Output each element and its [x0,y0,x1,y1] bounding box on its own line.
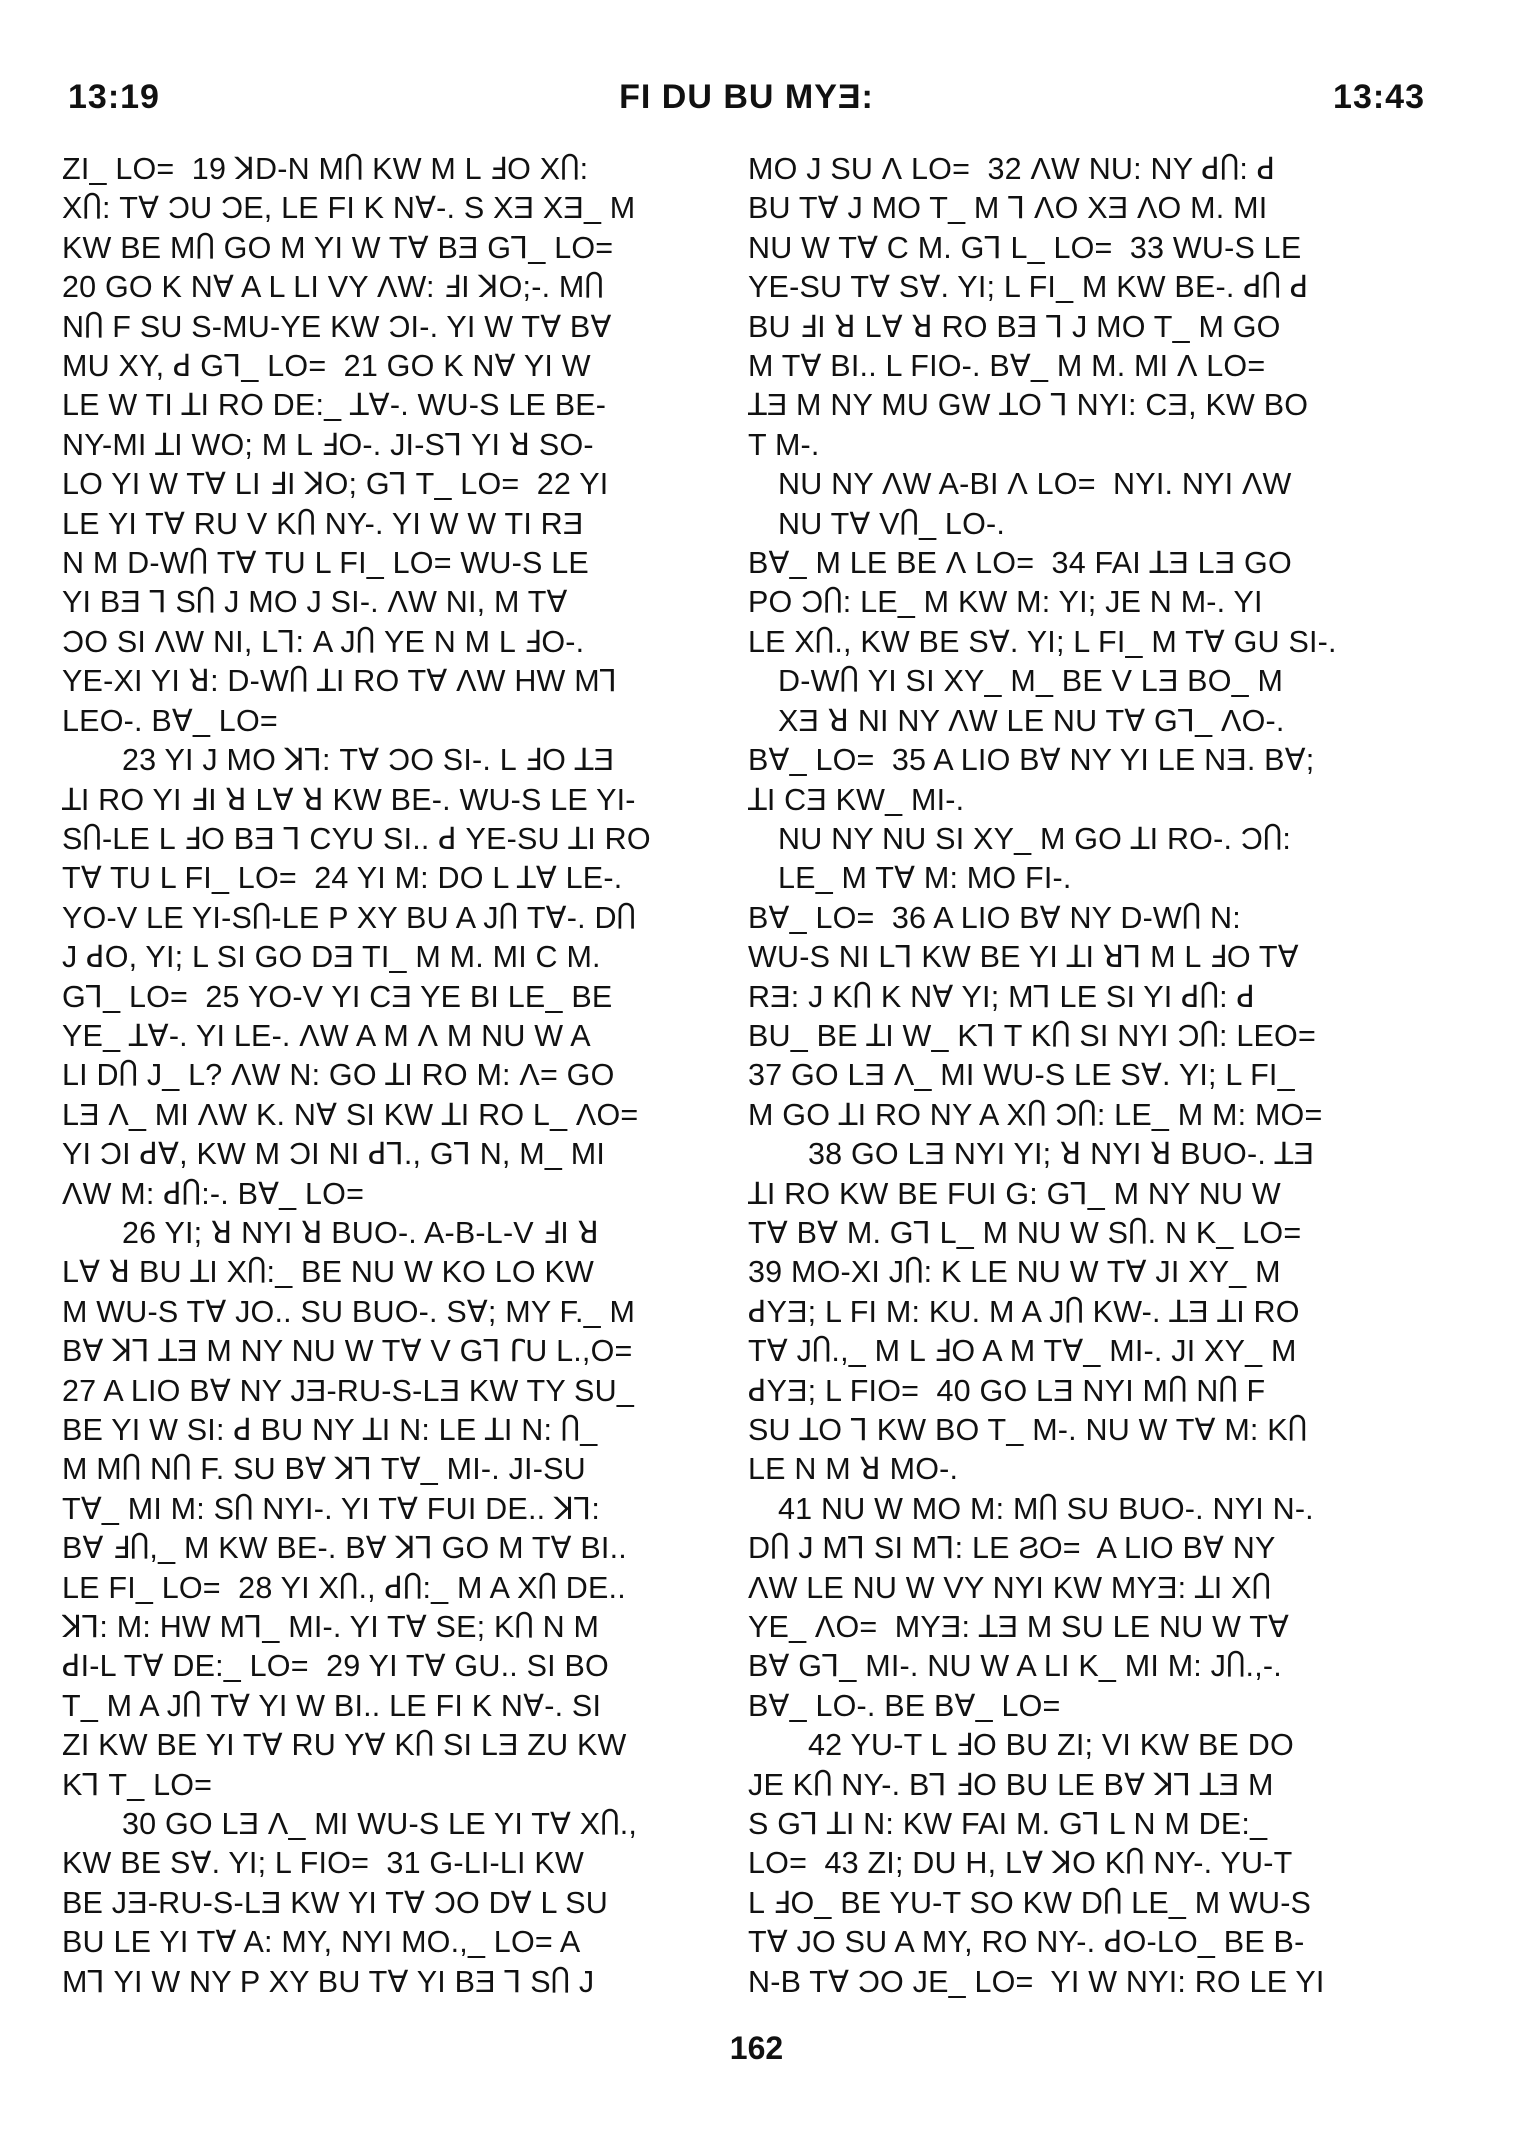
text-line: NU W TⱯ C M. Gꓶ L_ LO= 33 WU-S LE [748,230,1302,265]
header-verse-range-start: 13:19 [68,78,160,116]
text-line: ZI KW BE YI TⱯ RU YⱯ KႶ SI LƎ ZU KW [62,1728,627,1763]
paragraph-verses-23-25 [62,741,720,1214]
paragraph-verses-36-37 [748,899,1413,1135]
text-line: BU LE YI TⱯ A: MY, NYI MO.,_ LO= A [62,1925,581,1960]
text-line: 30 GO LƎ Ʌ_ MI WU-S LE YI TⱯ XႶ., [122,1807,638,1842]
paragraph-verses-26-29 [62,1214,720,1805]
text-line: ꓕI RO KW BE FUI G: Gꓶ_ M NY NU W [748,1176,1281,1211]
paragraph-quote-3 [748,820,1413,899]
text-line: 37 GO LƎ Ʌ_ MI WU-S LE SⱯ. YI; L FI_ [748,1058,1295,1093]
text-line: DႶ J Mꓶ SI Mꓶ: LE ϨO= A LIO BⱯ NY [748,1531,1276,1566]
left-text-column [62,150,720,2000]
page-number: 162 [729,2030,784,2066]
text-line: D-WႶ YI SI XY_ M_ BE V LƎ BO_ M [778,664,1284,699]
text-line: 27 A LIO BⱯ NY JƎ-RU-S-LƎ KW TY SU_ [62,1373,634,1408]
text-line: 23 YI J MO ꓘꓶ: TⱯ ƆO SI-. L ꓞO ꓕƎ [122,743,615,778]
text-line: NU NY NU SI XY_ M GO ꓕI RO-. ƆႶ: [778,821,1292,856]
text-line: LE YI TⱯ RU V KႶ NY-. YI W W TI RƎ [62,506,584,541]
text-line: LE W TI ꓕI RO DE:_ ꓕⱯ-. WU-S LE BE- [62,388,607,423]
paragraph-quote-1 [748,465,1413,544]
text-line: 38 GO LƎ NYI YI; ꓤ NYI ꓤ BUO-. ꓕƎ [808,1137,1315,1172]
text-line: YE_ ꓕⱯ-. YI LE-. ɅW A M Ʌ M NU W A [62,1018,591,1053]
text-line: YO-V LE YI-SႶ-LE P XY BU A JႶ TⱯ-. DႶ [62,900,637,935]
text-line: LⱯ ꓤ BU ꓕI XႶ:_ BE NU W KO LO KW [62,1255,595,1290]
paragraph-verses-30-31 [62,1805,720,2000]
text-line: ƆO SI ɅW NI, Lꓶ: A JႶ YE N M L ꓞO-. [62,624,585,659]
text-line: LI DႶ J_ L? ɅW N: GO ꓕI RO M: Ʌ= GO [62,1058,615,1093]
text-line: TⱯ TU L FI_ LO= 24 YI M: DO L ꓕⱯ LE-. [62,861,623,896]
text-line: ꓕƎ M NY MU GW ꓕO ꓶ NYI: CƎ, KW BO [748,388,1309,423]
text-line: MO J SU Ʌ LO= 32 ɅW NU: NY ꓒႶ: ꓒ [748,152,1276,186]
text-line: LE_ M TⱯ M: MO FI-. [778,861,1072,896]
text-line: KW BE SⱯ. YI; L FIO= 31 G-LI-LI KW [62,1846,584,1881]
text-line: YE-XI YI ꓤ: D-WႶ ꓕI RO TⱯ ɅW HW Mꓶ [62,664,618,699]
text-line: ꓕI CƎ KW_ MI-. [748,782,965,817]
paragraph-quote-2 [748,662,1413,741]
text-line: XƎ ꓤ NI NY ɅW LE NU TⱯ Gꓶ_ ɅO-. [778,703,1285,738]
text-line: BⱯ_ LO= 36 A LIO BⱯ NY D-WႶ N: [748,900,1241,935]
paragraph-verse-41 [748,1490,1413,1726]
paragraph-verses-19-22 [62,150,720,741]
text-line: YI BƎ ꓶ SႶ J MO J SI-. ɅW NI, M TⱯ [62,585,568,620]
text-line: T_ M A JႶ TⱯ YI W BI.. LE FI K NⱯ-. SI [62,1688,602,1723]
text-line: ꓕI RO YI ꓞI ꓤ LⱯ ꓤ KW BE-. WU-S LE YI- [62,782,636,817]
text-line: M TⱯ BI.. L FIO-. BⱯ_ M M. MI Ʌ LO= [748,349,1266,384]
text-line: LEO-. BⱯ_ LO= [62,703,278,738]
text-line: T M-. [748,427,820,462]
text-line: BE YI W SI: ꓒ BU NY ꓕI N: LE ꓕI N: Ⴖ_ [62,1413,598,1447]
text-line: NႶ F SU S-MU-YE KW ƆI-. YI W TⱯ BⱯ [62,309,612,344]
text-line: NY-MI ꓕI WO; M L ꓞO-. JI-Sꓶ YI ꓤ SO- [62,427,594,462]
text-line: LƎ Ʌ_ MI ɅW K. NⱯ SI KW ꓕI RO L_ ɅO= [62,1097,639,1132]
running-header [68,78,1425,128]
text-line: 26 YI; ꓤ NYI ꓤ BUO-. A-B-L-V ꓞI ꓤ [122,1215,599,1250]
text-line: BU ꓞI ꓤ LⱯ ꓤ RO BƎ ꓶ J MO T_ M GO [748,309,1281,344]
header-verse-range-end: 13:43 [1333,78,1425,116]
text-line: SႶ-LE L ꓞO BƎ ꓶ CYU SI.. ꓒ YE-SU ꓕI RO [62,821,651,856]
text-line: M GO ꓕI RO NY A XႶ ƆႶ: LE_ M M: MO= [748,1097,1323,1132]
text-line: 20 GO K NⱯ A L LI VY ɅW: ꓞI ꓘO;-. MႶ [62,270,604,305]
text-line: NU NY ɅW A-BI Ʌ LO= NYI. NYI ɅW [778,467,1292,502]
text-line: YE-SU TⱯ SⱯ. YI; L FI_ M KW BE-. ꓒႶ ꓒ [748,270,1309,305]
text-line: BⱯ ꓞႶ,_ M KW BE-. BⱯ ꓘꓶ GO M TⱯ BI.. [62,1531,627,1566]
text-line: LO= 43 ZI; DU H, LⱯ ꓘO KႶ NY-. YU-T [748,1846,1293,1881]
text-line: N M D-WႶ TⱯ TU L FI_ LO= WU-S LE [62,546,589,581]
text-line: SU ꓕO ꓶ KW BO T_ M-. NU W TⱯ M: KႶ [748,1413,1308,1447]
text-line: LE N M ꓤ MO-. [748,1452,959,1487]
text-line: L ꓞO_ BE YU-T SO KW DႶ LE_ M WU-S [748,1885,1312,1920]
text-line: YI ƆI ꓒⱯ, KW M ƆI NI ꓒꓶ., Gꓶ N, M_ MI [62,1137,605,1172]
text-line: J ꓒO, YI; L SI GO DƎ TI_ M M. MI C M. [62,940,601,975]
text-line: MU XY, ꓒ Gꓶ_ LO= 21 GO K NⱯ YI W [62,349,591,384]
text-line: BⱯ_ M LE BE Ʌ LO= 34 FAI ꓕƎ LƎ GO [748,546,1292,581]
text-line: BⱯ Gꓶ_ MI-. NU W A LI K_ MI M: JႶ.,-. [748,1649,1282,1684]
text-line: M MႶ NႶ F. SU BⱯ ꓘꓶ TⱯ_ MI-. JI-SU [62,1452,586,1487]
text-line: BE JƎ-RU-S-LƎ KW YI TⱯ ƆO DⱯ L SU [62,1885,609,1920]
text-line: ZI_ LO= 19 ꓘD-N MႶ KW M L ꓞO XႶ: [62,152,589,186]
text-line: TⱯ BⱯ M. Gꓶ L_ M NU W SႶ. N K_ LO= [748,1215,1302,1250]
text-line: ɅW LE NU W VY NYI KW MYƎ: ꓕI XႶ [748,1570,1272,1605]
text-line: YE_ ɅO= MYƎ: ꓕƎ M SU LE NU W TⱯ [748,1610,1290,1645]
text-line: ɅW M: ꓒႶ:-. BⱯ_ LO= [62,1176,365,1211]
text-line: ꓒYƎ; L FIO= 40 GO LƎ NYI MႶ NႶ F [748,1373,1266,1408]
paragraph-verse-34 [748,544,1413,662]
text-line: BU_ BE ꓕI W_ Kꓶ T KႶ SI NYI ƆႶ: LEO= [748,1018,1316,1053]
text-line: LE FI_ LO= 28 YI XႶ., ꓒႶ:_ M A XႶ DE.. [62,1570,626,1605]
text-line: Mꓶ YI W NY P XY BU TⱯ YI BƎ ꓶ SႶ J [62,1964,595,1999]
text-line: XႶ: TⱯ ƆU ƆE, LE FI K NⱯ-. S XƎ XƎ_ M [62,191,636,226]
text-line: TⱯ JO SU A MY, RO NY-. ꓒO-LO_ BE B- [748,1925,1305,1960]
text-line: JE KႶ NY-. Bꓶ ꓞO BU LE BⱯ ꓘꓶ ꓕƎ M [748,1767,1274,1802]
text-line: WU-S NI Lꓶ KW BE YI ꓕI ꓤꓶ M L ꓞO TⱯ [748,940,1299,975]
text-line: BⱯ ꓘꓶ ꓕƎ M NY NU W TⱯ V Gꓶ ꓩU L.,O= [62,1334,633,1369]
text-line: KW BE MႶ GO M YI W TⱯ BƎ Gꓶ_ LO= [62,230,614,265]
text-line: 41 NU W MO M: MႶ SU BUO-. NYI N-. [778,1491,1314,1526]
text-line: ꓘꓶ: M: HW Mꓶ_ MI-. YI TⱯ SE; KႶ N M [62,1610,600,1645]
text-line: BⱯ_ LO= 35 A LIO BⱯ NY YI LE NƎ. BⱯ; [748,743,1315,778]
text-line: BU TⱯ J MO T_ M ꓶ ɅO XƎ ɅO M. MI [748,191,1268,226]
text-line: Kꓶ T_ LO= [62,1767,213,1802]
paragraph-verses-32-33 [748,150,1413,465]
text-line: M WU-S TⱯ JO.. SU BUO-. SⱯ; MY F._ M [62,1294,636,1329]
text-line: NU TⱯ VႶ_ LO-. [778,506,1006,541]
text-line: 42 YU-T L ꓞO BU ZI; VI KW BE DO [808,1728,1294,1763]
text-line: BⱯ_ LO-. BE BⱯ_ LO= [748,1688,1061,1723]
text-line: 39 MO-XI JႶ: K LE NU W TⱯ JI XY_ M [748,1255,1281,1290]
right-text-column [748,150,1413,2000]
paragraph-verses-38-40 [748,1135,1413,1490]
text-line: TⱯ_ MI M: SႶ NYI-. YI TⱯ FUI DE.. ꓘꓶ: [62,1491,601,1526]
text-line: Gꓶ_ LO= 25 YO-V YI CƎ YE BI LE_ BE [62,979,613,1014]
text-line: S Gꓶ ꓕI N: KW FAI M. Gꓶ L N M DE:_ [748,1807,1268,1842]
paragraph-verses-42-43 [748,1726,1413,2000]
text-line: ꓒI-L TⱯ DE:_ LO= 29 YI TⱯ GU.. SI BO [62,1649,609,1684]
paragraph-verse-35 [748,741,1413,820]
text-line: ꓒYƎ; L FI M: KU. M A JႶ KW-. ꓕƎ ꓕI RO [748,1294,1300,1329]
header-book-title: FI DU BU MYƎ: [619,78,874,116]
text-line: RƎ: J KႶ K NⱯ YI; Mꓶ LE SI YI ꓒႶ: ꓒ [748,979,1256,1014]
text-line: TⱯ JႶ.,_ M L ꓞO A M TⱯ_ MI-. JI XY_ M [748,1334,1297,1369]
text-line: LE XႶ., KW BE SⱯ. YI; L FI_ M TⱯ GU SI-. [748,624,1337,659]
text-line: PO ƆႶ: LE_ M KW M: YI; JE N M-. YI [748,585,1263,620]
text-line: N-B TⱯ ƆO JE_ LO= YI W NYI: RO LE YI [748,1964,1325,1999]
text-line: LO YI W TⱯ LI ꓞI ꓘO; Gꓶ T_ LO= 22 YI [62,467,609,502]
